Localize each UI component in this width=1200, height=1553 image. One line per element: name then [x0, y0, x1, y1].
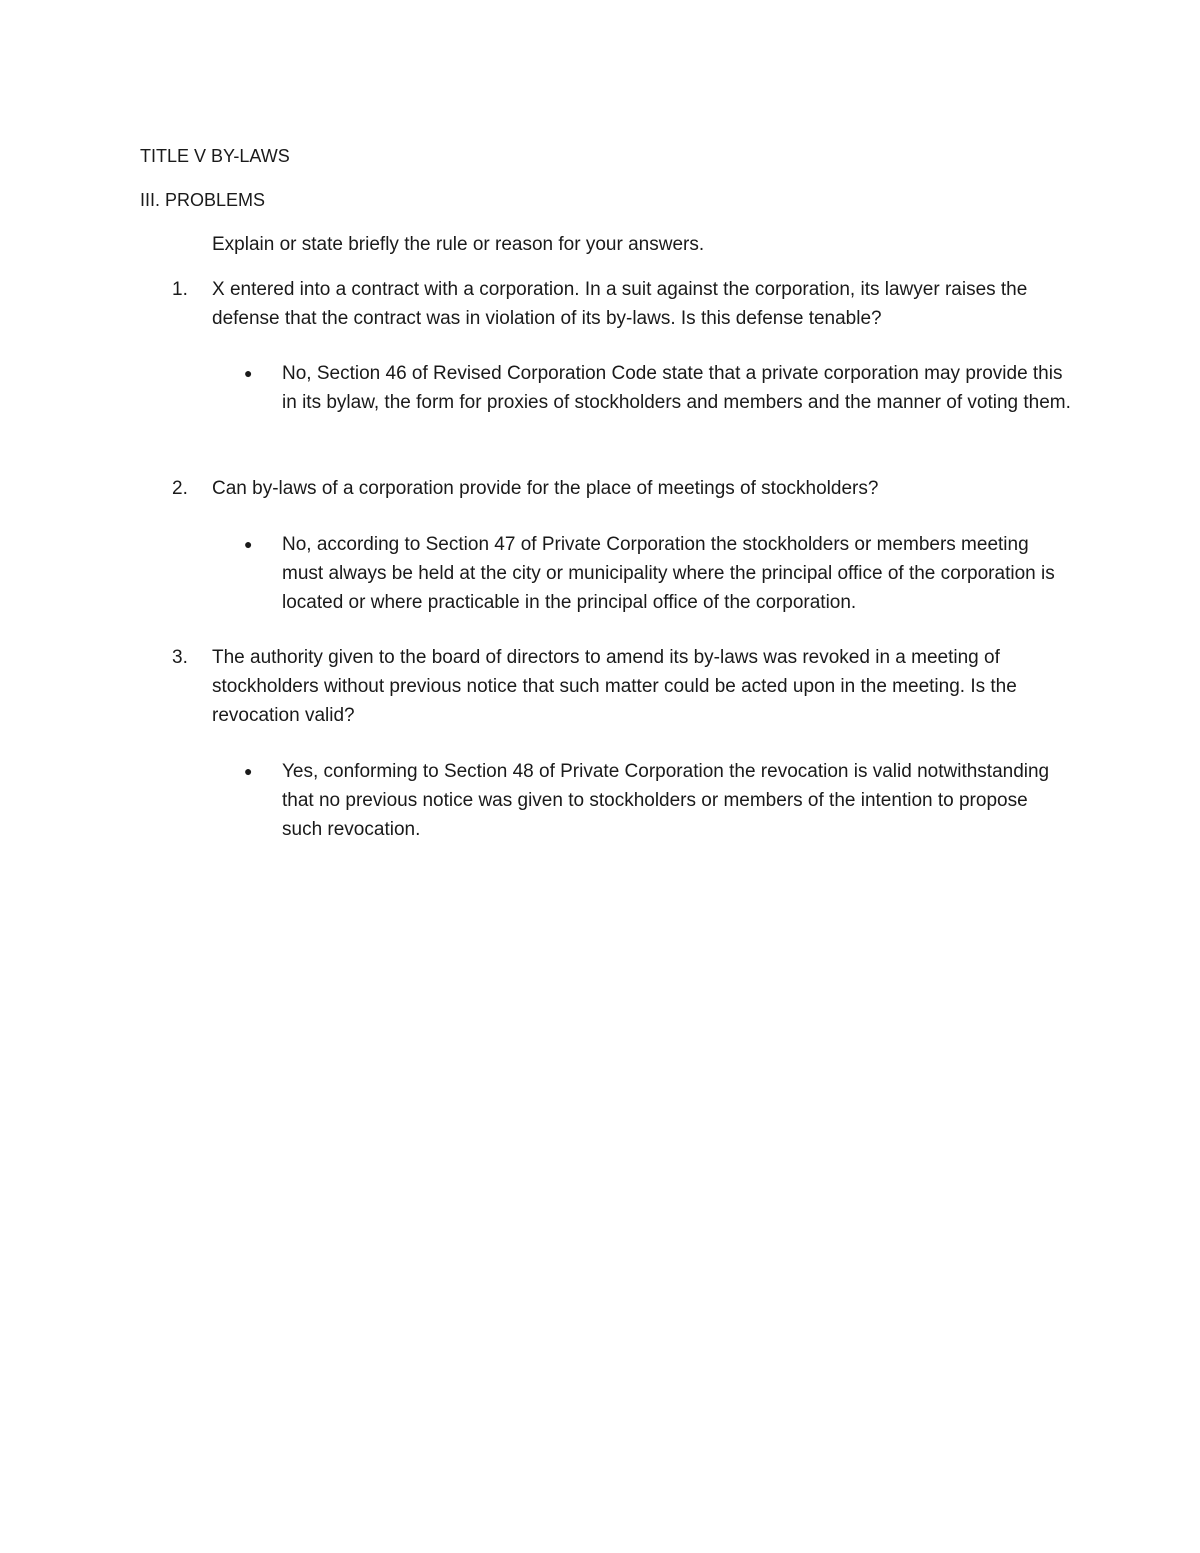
instruction-text: Explain or state briefly the rule or reason for your answers. — [212, 234, 705, 255]
answer-text: No, Section 46 of Revised Corporation Code state that a private corporation may provide this in its bylaw, the form for proxies of stockholders and members and the manner of voting them. — [282, 363, 1071, 413]
question-text: Can by-laws of a corporation provide for the place of meetings of stockholders? — [212, 478, 879, 499]
question-number: 1. — [172, 279, 188, 300]
question-number: 2. — [172, 478, 188, 499]
document-title: TITLE V BY-LAWS — [140, 146, 290, 166]
question-number: 3. — [172, 647, 188, 668]
bullet-icon: ● — [244, 536, 253, 552]
question-text: The authority given to the board of directors to amend its by-laws was revoked in a meeting of stockholders without previous notice that such matter could be acted upon in the meeting. Is the revocation valid? — [212, 647, 1017, 726]
answer-text: No, according to Section 47 of Private Corporation the stockholders or members meeting must always be held at the city or municipality where the principal office of the corporation is located or where practicable in the principal office of the corporation. — [282, 534, 1055, 613]
bullet-icon: ● — [244, 763, 253, 779]
bullet-icon: ● — [244, 365, 253, 381]
question-text: X entered into a contract with a corporation. In a suit against the corporation, its lawyer raises the defense that the contract was in violation of its by-laws. Is this defense tenable? — [212, 279, 1028, 329]
section-heading: III. PROBLEMS — [140, 190, 266, 210]
answer-text: Yes, conforming to Section 48 of Private Corporation the revocation is valid notwithstanding that no previous notice was given to stockholders or members of the intention to propose such revocation. — [282, 761, 1050, 840]
